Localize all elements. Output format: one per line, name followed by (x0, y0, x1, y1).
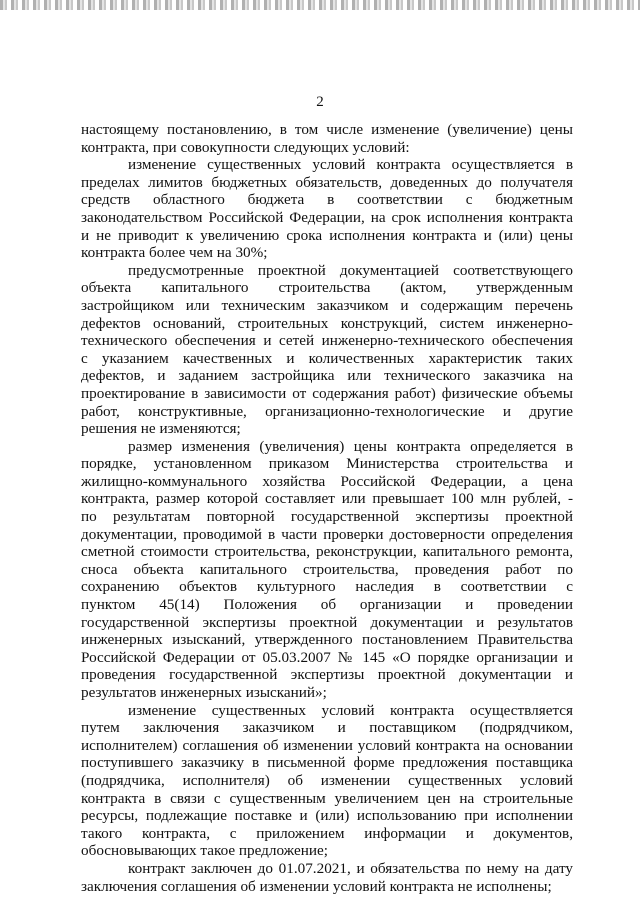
text-line: путем заключения заказчиком и поставщиком (подрядчиком, (81, 719, 573, 737)
text-line: технического обеспечения и сетей инженерно-технического обеспечения (81, 332, 573, 350)
text-line: размер изменения (увеличения) цены контракта определяется в (128, 437, 573, 455)
text-line: сохранению объектов культурного наследия в соответствии с (81, 578, 573, 596)
text-line: решения не изменяются; (81, 420, 241, 438)
text-line: с указанием качественных и количественных характеристик таких (81, 349, 573, 367)
text-line: средств областного бюджета в соответствии с бюджетным (81, 191, 573, 209)
text-line: результатов инженерных изысканий»; (81, 684, 327, 701)
text-line: поступившего заказчику в письменной форме предложения поставщика (81, 754, 573, 772)
text-line: заключения соглашения об изменении условий контракта не исполнены; (81, 877, 552, 895)
text-line: дефектов оснований, строительных конструкций, систем инженерно- (81, 314, 573, 332)
text-line: работ, конструктивные, организационно-технологические и другие (81, 402, 573, 420)
text-line: проведения государственной экспертизы проектной документации и (81, 666, 573, 684)
text-line: исполнителем) соглашения об изменении условий контракта на основании (81, 736, 573, 754)
text-line: такого контракта, с приложением информации и документов, (81, 824, 573, 842)
scan-border-artifact (0, 0, 640, 10)
text-line: жилищно-коммунального хозяйства Российской Федерации, а цена (81, 472, 573, 490)
text-line: ресурсы, подлежащие поставке и (или) использованию при исполнении (81, 807, 573, 825)
document-body (81, 121, 573, 895)
text-line: контракта, размер которой составляет или превышает 100 млн рублей, - (81, 490, 573, 508)
text-line: государственной экспертизы проектной документации и результатов (81, 613, 573, 631)
text-line: застройщиком или техническим заказчиком и содержащим перечень (81, 296, 573, 314)
text-line: настоящему постановлению, в том числе изменение (увеличение) цены (81, 121, 573, 138)
text-line: обосновывающих такое предложение; (81, 842, 328, 860)
text-line: сноса объекта капитального строительства, проведения работ по (81, 560, 573, 578)
page-number: 2 (316, 94, 324, 110)
text-line: сметной стоимости строительства, реконструкции, капитального ремонта, (81, 543, 573, 561)
text-line: контракта в связи с существенным увеличением цен на строительные (81, 789, 573, 807)
text-line: законодательством Российской Федерации, на срок исполнения контракта (81, 208, 573, 226)
text-line: пределах лимитов бюджетных обязательств, доведенных до получателя (81, 173, 573, 191)
text-line: Российской Федерации от 05.03.2007 № 145 «О порядке организации и (81, 648, 573, 666)
text-line: пунктом 45(14) Положения об организации и проведении (81, 596, 573, 614)
text-line: контракта более чем на 30%; (81, 244, 268, 262)
text-line: контракт заключен до 01.07.2021, и обязательства по нему на дату (128, 859, 573, 877)
text-line: предусмотренные проектной документацией соответствующего (128, 261, 573, 279)
text-line: изменение существенных условий контракта осуществляется (128, 701, 573, 719)
text-line: документации, проводимой в части проверки достоверности определения (81, 525, 573, 543)
text-line: проектирование в зависимости от содержания работ) физические объемы (81, 384, 573, 402)
text-line: порядке, установленном приказом Министерства строительства и (81, 455, 573, 473)
text-line: (подрядчика, исполнителя) об изменении существенных условий (81, 771, 573, 789)
text-line: по результатам повторной государственной экспертизы проектной (81, 508, 573, 526)
text-line: и не приводит к увеличению срока исполнения контракта и (или) цены (81, 226, 573, 244)
text-line: изменение существенных условий контракта осуществляется в (128, 156, 573, 174)
text-line: объекта капитального строительства (актом, утвержденным (81, 279, 573, 297)
text-line: инженерных изысканий, утвержденного постановлением Правительства (81, 631, 573, 649)
text-line: дефектов, и заданием застройщика или технического заказчика на (81, 367, 573, 385)
text-line: контракта, при совокупности следующих условий: (81, 138, 410, 156)
